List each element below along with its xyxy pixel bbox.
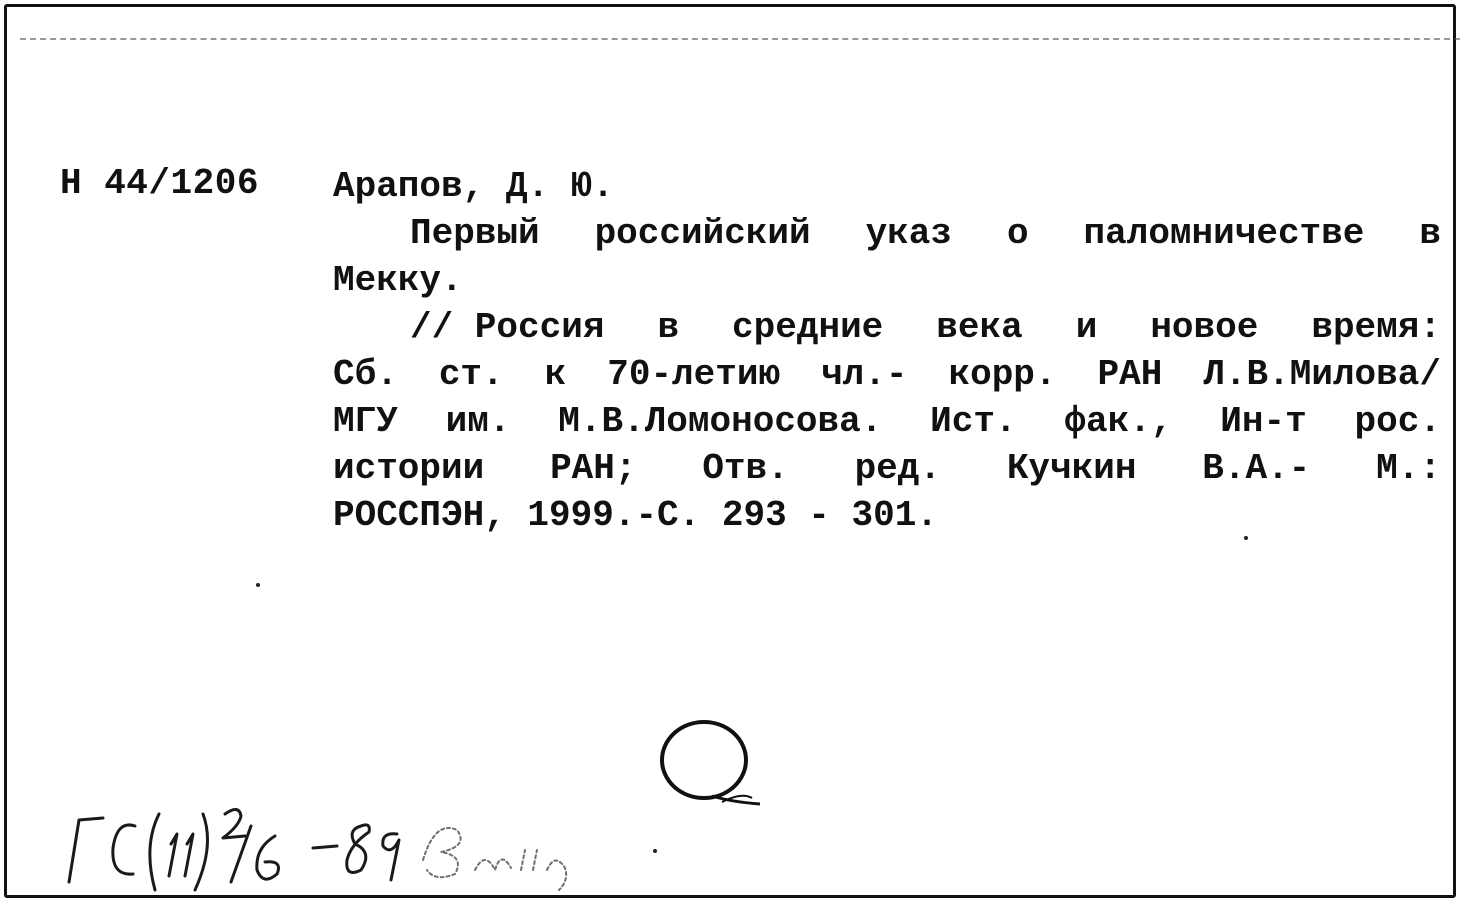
circle-stamp-icon xyxy=(652,712,772,822)
source-word: // Россия xyxy=(410,307,605,348)
source-word: МГУ xyxy=(333,401,398,442)
source-line-1 xyxy=(333,304,1441,351)
source-word: Сб. xyxy=(333,354,398,395)
source-word: Отв. xyxy=(702,448,789,489)
source-word: чл.- xyxy=(821,354,908,395)
source-word: фак., xyxy=(1064,401,1173,442)
handwritten-note xyxy=(55,790,615,900)
source-word: рос. xyxy=(1354,401,1441,442)
source-word: Кучкин xyxy=(1006,448,1137,489)
shelfmark: Н 44/1206 xyxy=(60,163,259,204)
source-line-4 xyxy=(333,445,1441,492)
source-line-5: РОССПЭН, 1999.-С. 293 - 301. xyxy=(333,495,938,536)
source-word: В.А.- xyxy=(1202,448,1311,489)
title-word: в xyxy=(1419,213,1441,254)
title-word: российский xyxy=(594,213,811,254)
title-word: указ xyxy=(865,213,952,254)
source-word: и xyxy=(1075,307,1098,348)
source-word: корр. xyxy=(948,354,1057,395)
source-word: ред. xyxy=(854,448,941,489)
source-line-2 xyxy=(333,351,1441,398)
title-word: Первый xyxy=(410,213,540,254)
title-line-2: Мекку. xyxy=(333,260,463,301)
source-word: время: xyxy=(1311,307,1441,348)
source-word: РАН; xyxy=(550,448,637,489)
source-word: новое xyxy=(1150,307,1259,348)
source-word: века xyxy=(936,307,1023,348)
source-word: средние xyxy=(732,307,884,348)
source-word: истории xyxy=(333,448,485,489)
source-word: им. xyxy=(445,401,511,442)
source-word: Л.В.Милова/ xyxy=(1203,354,1441,395)
source-word: ст. xyxy=(438,354,504,395)
source-word: М.В.Ломоносова. xyxy=(558,401,883,442)
source-word: РАН xyxy=(1097,354,1163,395)
source-word: к xyxy=(544,354,567,395)
scan-speck xyxy=(256,583,260,587)
title-line-1 xyxy=(333,210,1441,257)
bibliographic-entry xyxy=(333,163,1441,539)
source-word: Ин-т xyxy=(1220,401,1307,442)
source-line-3 xyxy=(333,398,1441,445)
source-word: 70-летию xyxy=(607,354,781,395)
scan-speck xyxy=(653,849,657,853)
title-word: о xyxy=(1006,213,1029,254)
card-top-rule xyxy=(20,38,1460,40)
source-word: М.: xyxy=(1376,448,1441,489)
author-line: Арапов, Д. Ю. xyxy=(333,166,614,207)
source-word: Ист. xyxy=(930,401,1017,442)
title-word: паломничестве xyxy=(1083,213,1365,254)
scan-speck xyxy=(1244,536,1248,540)
source-word: в xyxy=(657,307,680,348)
